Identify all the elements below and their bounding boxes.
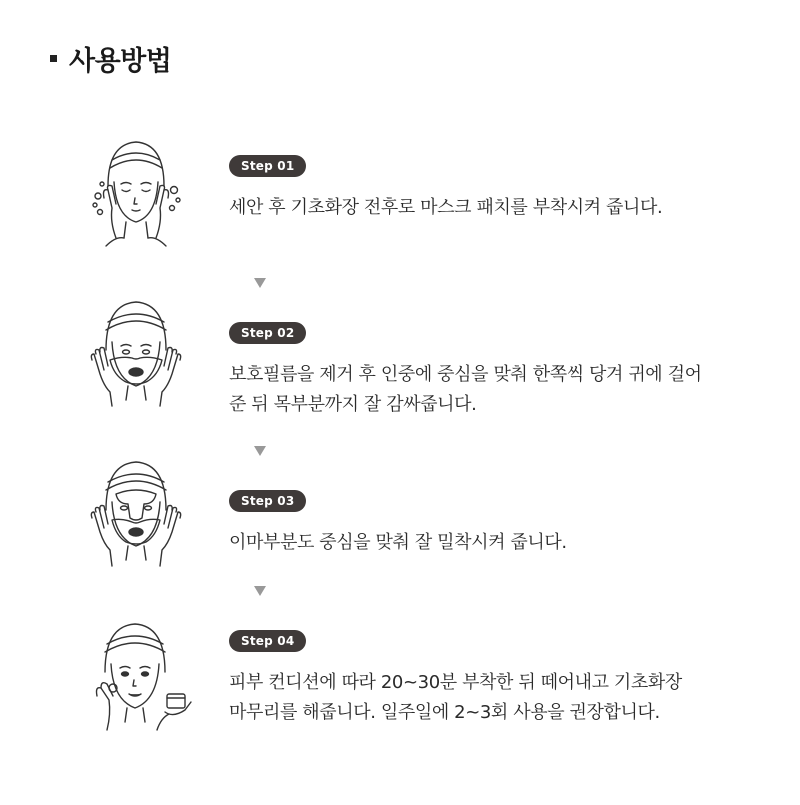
down-arrow-icon	[254, 446, 266, 456]
section-header	[50, 40, 171, 76]
title-bullet-icon	[50, 55, 57, 62]
step-description	[229, 668, 682, 728]
step-badge: Step 04	[229, 630, 306, 652]
step-description-line: 마무리를 해줍니다. 일주일에 2~3회 사용을 권장합니다.	[229, 702, 660, 723]
down-arrow-icon	[254, 278, 266, 288]
page-title: 사용방법	[69, 45, 172, 77]
step-description-line: 이마부분도 중심을 맞춰 잘 밀착시켜 줍니다.	[229, 532, 567, 553]
face-skincare-icon	[86, 622, 198, 732]
step-badge: Step 03	[229, 490, 306, 512]
step-description-line: 세안 후 기초화장 전후로 마스크 패치를 부착시켜 줍니다.	[229, 197, 663, 218]
step-description	[229, 528, 567, 558]
step-description	[229, 360, 702, 420]
step-description-line: 보호필름을 제거 후 인중에 중심을 맞춰 한쪽씩 당겨 귀에 걸어	[229, 364, 702, 385]
step-description-line: 피부 컨디션에 따라 20~30분 부착한 뒤 떼어내고 기초화장	[229, 672, 682, 693]
face-mask-lower-icon	[86, 300, 186, 410]
step-description	[229, 193, 662, 223]
face-mask-forehead-icon	[86, 460, 186, 570]
step-description-line: 준 뒤 목부분까지 잘 감싸줍니다.	[229, 394, 477, 415]
face-washing-icon	[86, 138, 186, 248]
step-badge: Step 01	[229, 155, 306, 177]
step-badge: Step 02	[229, 322, 306, 344]
down-arrow-icon	[254, 586, 266, 596]
